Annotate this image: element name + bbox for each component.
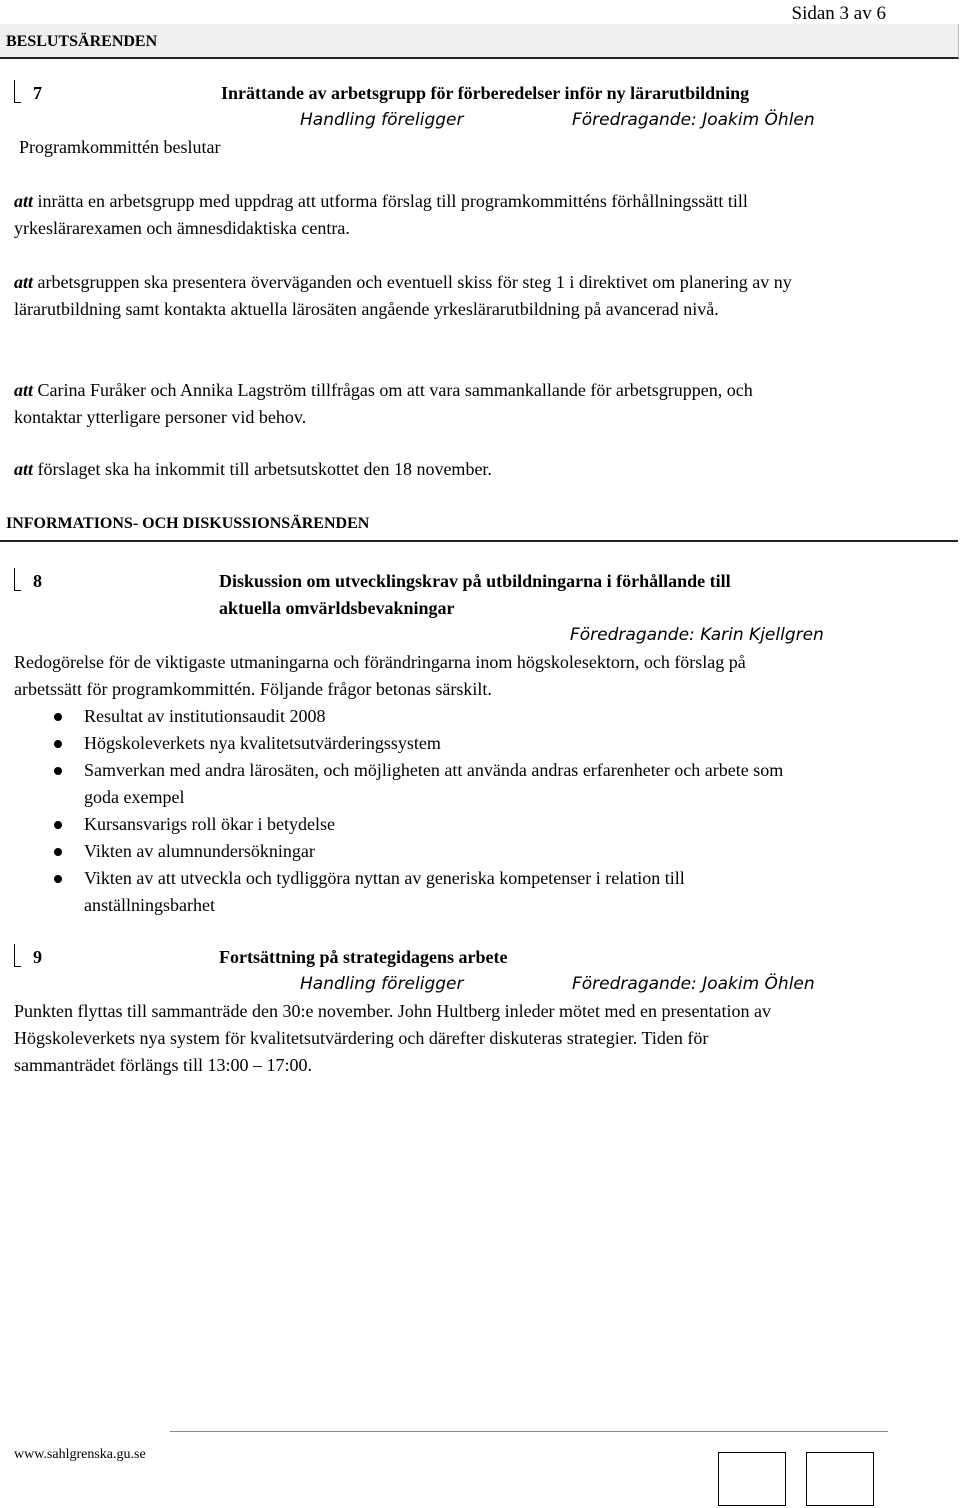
bullet-icon — [54, 848, 62, 856]
item-7-presenter: Föredragande: Joakim Öhlen — [572, 110, 815, 130]
bullet-icon — [54, 875, 62, 883]
decision-text: förslaget ska ha inkommit till arbetsutskottet den 18 november. — [33, 459, 492, 479]
item-title-line-2: aktuella omvärldsbevakningar — [219, 598, 455, 618]
att-keyword: att — [14, 191, 34, 211]
item-8-heading — [14, 568, 854, 595]
section-heading-info — [0, 510, 958, 542]
item-number: 7 — [33, 83, 42, 103]
footer-box — [806, 1452, 874, 1506]
item-9-handling: Handling föreligger — [300, 974, 464, 994]
page-number: Sidan 3 av 6 — [791, 3, 886, 24]
footer-url: www.sahlgrenska.gu.se — [14, 1447, 146, 1462]
footer-box — [718, 1452, 786, 1506]
list-item: Vikten av alumnundersökningar — [84, 838, 824, 865]
section-heading-decisions — [0, 24, 959, 59]
footer-divider — [170, 1431, 888, 1432]
item-9-heading — [14, 944, 854, 971]
decision-text: inrätta en arbetsgrupp med uppdrag att utforma förslag till programkommitténs förhållningssätt till yrkeslärarexamen och ämnesdidaktiska centra. — [14, 191, 748, 238]
section-heading-label: INFORMATIONS- OCH DISKUSSIONSÄRENDEN — [6, 515, 370, 532]
att-keyword: att — [14, 459, 34, 479]
list-item: Vikten av att utveckla och tydliggöra nyttan av generiska kompetenser i relation till anställningsbarhet — [84, 865, 799, 919]
decision-text: Carina Furåker och Annika Lagström tillfrågas om att vara sammankallande för arbetsgruppen, och kontaktar ytterligare personer vid behov. — [14, 380, 753, 427]
item-title: Fortsättning på strategidagens arbete — [219, 947, 508, 967]
item-7-decision — [14, 377, 774, 431]
item-7-intro: Programkommittén beslutar — [19, 137, 221, 157]
item-7-decision — [14, 269, 834, 323]
list-item: Högskoleverkets nya kvalitetsutvärderingssystem — [84, 730, 824, 757]
bullet-icon — [54, 821, 62, 829]
list-item: Kursansvarigs roll ökar i betydelse — [84, 811, 824, 838]
item-8-presenter: Föredragande: Karin Kjellgren — [570, 625, 824, 645]
bullet-icon — [54, 740, 62, 748]
item-7-decision — [14, 456, 834, 483]
item-9-text: Punkten flyttas till sammanträde den 30:e november. John Hultberg inleder mötet med en presentation av Högskoleverkets nya system för kvalitetsutvärdering och därefter diskuteras strategier. Tiden för sammanträdet förlängs till 13:00 – 17:00. — [14, 1001, 771, 1075]
decision-text: arbetsgruppen ska presentera överväganden och eventuell skiss för steg 1 i direktivet om planering av ny lärarutbildning samt kontakta aktuella lärosäten angående yrkeslärarutbildning på avancerad nivå. — [14, 272, 792, 319]
bullet-icon — [54, 713, 62, 721]
item-marker-icon — [14, 80, 21, 103]
item-title-line-1: Diskussion om utvecklingskrav på utbildningarna i förhållande till — [219, 571, 731, 591]
section-heading-label: BESLUTSÄRENDEN — [6, 33, 158, 50]
item-marker-icon — [14, 568, 21, 591]
att-keyword: att — [14, 272, 34, 292]
item-9-presenter: Föredragande: Joakim Öhlen — [572, 974, 815, 994]
item-number: 8 — [33, 571, 42, 591]
list-item: Samverkan med andra lärosäten, och möjligheten att använda andras erfarenheter och arbete som goda exempel — [84, 757, 814, 811]
item-number: 9 — [33, 947, 42, 967]
att-keyword: att — [14, 380, 34, 400]
item-7-handling: Handling föreligger — [300, 110, 464, 130]
bullet-icon — [54, 767, 62, 775]
item-7-decision — [14, 188, 834, 242]
item-8-text: Redogörelse för de viktigaste utmaningarna och förändringarna inom högskolesektorn, och förslag på arbetssätt för programkommittén. Följande frågor betonas särskilt. — [14, 652, 746, 699]
item-marker-icon — [14, 944, 21, 967]
list-item: Resultat av institutionsaudit 2008 — [84, 703, 824, 730]
item-8-bullet-list — [84, 703, 824, 919]
item-7-heading — [14, 80, 854, 107]
item-title: Inrättande av arbetsgrupp för förberedelser inför ny lärarutbildning — [221, 83, 750, 103]
